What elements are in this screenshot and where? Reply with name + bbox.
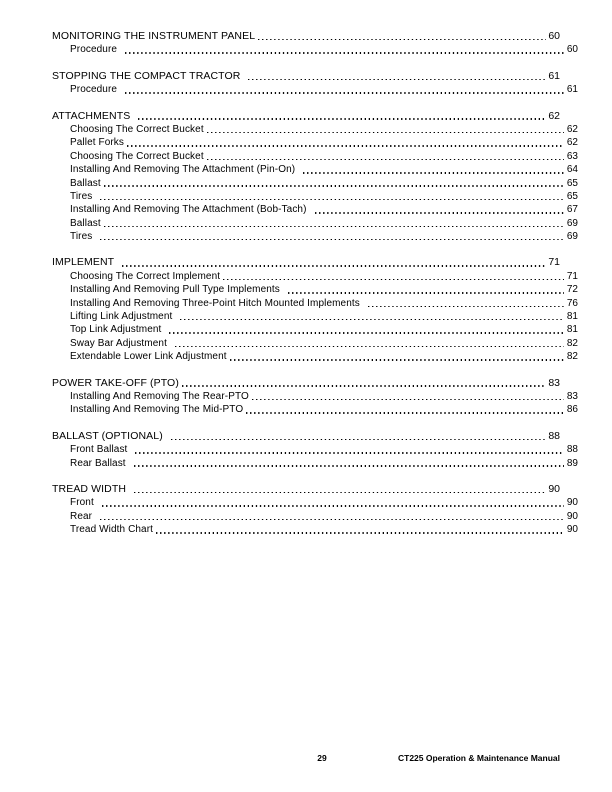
toc-entry-page-number: 69 [566,217,578,229]
toc-entry-page-number: 90 [566,510,578,522]
toc-entry-label: BALLAST (OPTIONAL) [52,429,163,442]
toc-entry-page-number: 71 [566,270,578,282]
toc-entry-page-number: 83 [548,376,560,389]
toc-dot-leader [100,511,564,521]
toc-entry-label: Procedure [70,84,118,96]
toc-section-group [52,30,578,57]
toc-entry-label: Choosing The Correct Bucket [70,123,204,135]
toc-dot-leader [230,352,564,362]
toc-dot-leader [223,271,564,281]
toc-sub-entry[interactable] [52,230,578,243]
toc-sub-entry[interactable] [52,163,578,176]
toc-dot-leader [180,311,564,321]
toc-entry-page-number: 61 [566,84,578,96]
toc-dot-leader [122,258,546,268]
toc-sub-entry[interactable] [52,323,578,336]
toc-entry-page-number: 88 [548,429,560,442]
toc-entry-label: Front [70,497,94,509]
toc-section-group [52,376,578,417]
toc-dot-leader [125,45,564,55]
toc-entry-label: TREAD WIDTH [52,482,127,495]
toc-dot-leader [100,191,564,201]
toc-dot-leader [288,285,564,295]
toc-dot-leader [127,138,564,148]
toc-sub-entry[interactable] [52,270,578,283]
toc-entry-page-number: 82 [566,351,578,363]
toc-sub-entry[interactable] [52,43,578,56]
toc-entry-page-number: 63 [566,150,578,162]
toc-dot-leader [303,165,564,175]
toc-sub-entry[interactable] [52,390,578,403]
toc-dot-leader [169,325,564,335]
toc-entry-label: Tires [70,190,93,202]
toc-section-group [52,69,578,97]
toc-sub-entry[interactable] [52,310,578,323]
toc-entry-page-number: 72 [566,284,578,296]
toc-dot-leader [182,378,546,388]
toc-sub-entry[interactable] [52,510,578,523]
toc-entry-label: Installing And Removing The Rear-PTO [70,390,249,402]
toc-section-group [52,482,578,537]
toc-entry-page-number: 90 [548,482,560,495]
toc-dot-leader [135,445,564,455]
toc-entry-label: IMPLEMENT [52,256,115,269]
toc-entry-label: Choosing The Correct Bucket [70,150,204,162]
toc-dot-leader [248,71,546,81]
toc-entry-label: STOPPING THE COMPACT TRACTOR [52,69,241,82]
toc-dot-leader [156,525,564,535]
toc-dot-leader [258,31,546,41]
toc-entry-label: Rear [70,510,93,522]
toc-entry-page-number: 76 [566,297,578,309]
toc-entry-page-number: 88 [566,444,578,456]
toc-heading-entry[interactable] [52,30,560,43]
toc-entry-page-number: 62 [566,123,578,135]
toc-entry-label: Ballast [70,217,101,229]
toc-entry-page-number: 83 [566,390,578,402]
toc-entry-label: Rear Ballast [70,457,126,469]
toc-entry-page-number: 65 [566,190,578,202]
toc-entry-page-number: 64 [566,164,578,176]
toc-dot-leader [104,178,564,188]
toc-entry-label: Sway Bar Adjustment [70,337,167,349]
toc-entry-page-number: 90 [566,497,578,509]
toc-sub-entry[interactable] [52,217,578,230]
toc-section-group [52,429,578,470]
toc-entry-label: Pallet Forks [70,137,124,149]
toc-dot-leader [134,484,546,494]
toc-entry-label: Installing And Removing The Attachment (Bob-Tach) [70,204,307,216]
toc-entry-label: Tires [70,231,93,243]
toc-entry-page-number: 82 [566,337,578,349]
toc-entry-page-number: 89 [566,457,578,469]
toc-entry-label: Installing And Removing The Attachment (Pin-On) [70,164,296,176]
toc-entry-page-number: 62 [548,109,560,122]
toc-sub-entry[interactable] [52,150,578,163]
toc-sub-entry[interactable] [52,190,578,203]
toc-heading-entry[interactable] [52,483,560,496]
toc-sub-entry[interactable] [52,83,578,96]
toc-entry-page-number: 81 [566,311,578,323]
toc-entry-label: Extendable Lower Link Adjustment [70,351,227,363]
toc-entry-page-number: 71 [548,256,560,269]
toc-dot-leader [207,151,564,161]
toc-section-group [52,109,578,244]
toc-dot-leader [175,338,564,348]
toc-sub-entry[interactable] [52,443,578,456]
toc-entry-page-number: 67 [566,204,578,216]
toc-sub-entry[interactable] [52,496,578,509]
toc-heading-entry[interactable] [52,256,560,269]
toc-entry-label: ATTACHMENTS [52,109,131,122]
toc-sub-entry[interactable] [52,457,578,470]
toc-dot-leader [125,85,564,95]
toc-sub-entry[interactable] [52,123,578,136]
toc-section-group [52,256,578,363]
toc-entry-label: MONITORING THE INSTRUMENT PANEL [52,30,256,42]
toc-entry-page-number: 61 [548,69,560,82]
toc-sub-entry[interactable] [52,350,578,363]
toc-dot-leader [368,298,564,308]
toc-sub-entry[interactable] [52,283,578,296]
toc-heading-entry[interactable] [52,70,560,83]
toc-sub-entry[interactable] [52,523,578,536]
page-footer [52,752,560,766]
toc-dot-leader [134,458,564,468]
toc-sub-entry[interactable] [52,203,578,216]
toc-sub-entry[interactable] [52,136,578,149]
toc-dot-leader [104,218,564,228]
toc-entry-label: Installing And Removing The Mid-PTO [70,404,244,416]
toc-entry-page-number: 90 [566,524,578,536]
toc-entry-label: Tread Width Chart [70,524,154,536]
toc-entry-label: Installing And Removing Three-Point Hitch Mounted Implements [70,297,360,309]
toc-sub-entry[interactable] [52,337,578,350]
toc-entry-page-number: 60 [548,30,560,42]
toc-entry-label: Installing And Removing Pull Type Implements [70,284,280,296]
table-of-contents [52,30,578,537]
footer-manual-title: CT225 Operation & Maintenance Manual [397,753,560,763]
toc-dot-leader [171,431,546,441]
toc-dot-leader [207,124,564,134]
toc-dot-leader [315,205,564,215]
toc-entry-label: Top Link Adjustment [70,324,162,336]
toc-dot-leader [102,498,564,508]
toc-dot-leader [252,391,564,401]
footer-page-number: 29 [317,753,327,763]
toc-entry-page-number: 69 [566,231,578,243]
toc-entry-page-number: 65 [566,177,578,189]
toc-entry-page-number: 86 [566,404,578,416]
toc-entry-page-number: 62 [566,137,578,149]
toc-entry-label: Front Ballast [70,444,128,456]
toc-entry-label: Ballast [70,177,101,189]
toc-entry-label: Lifting Link Adjustment [70,311,173,323]
toc-heading-entry[interactable] [52,377,560,390]
toc-entry-label: Choosing The Correct Implement [70,270,221,282]
toc-sub-entry[interactable] [52,403,578,416]
toc-entry-page-number: 81 [566,324,578,336]
toc-entry-page-number: 60 [566,44,578,56]
toc-sub-entry[interactable] [52,297,578,310]
toc-heading-entry[interactable] [52,430,560,443]
toc-sub-entry[interactable] [52,177,578,190]
toc-dot-leader [246,405,564,415]
toc-dot-leader [138,111,546,121]
toc-entry-label: Procedure [70,44,118,56]
toc-heading-entry[interactable] [52,110,560,123]
toc-dot-leader [100,231,564,241]
toc-entry-label: POWER TAKE-OFF (PTO) [52,376,179,389]
